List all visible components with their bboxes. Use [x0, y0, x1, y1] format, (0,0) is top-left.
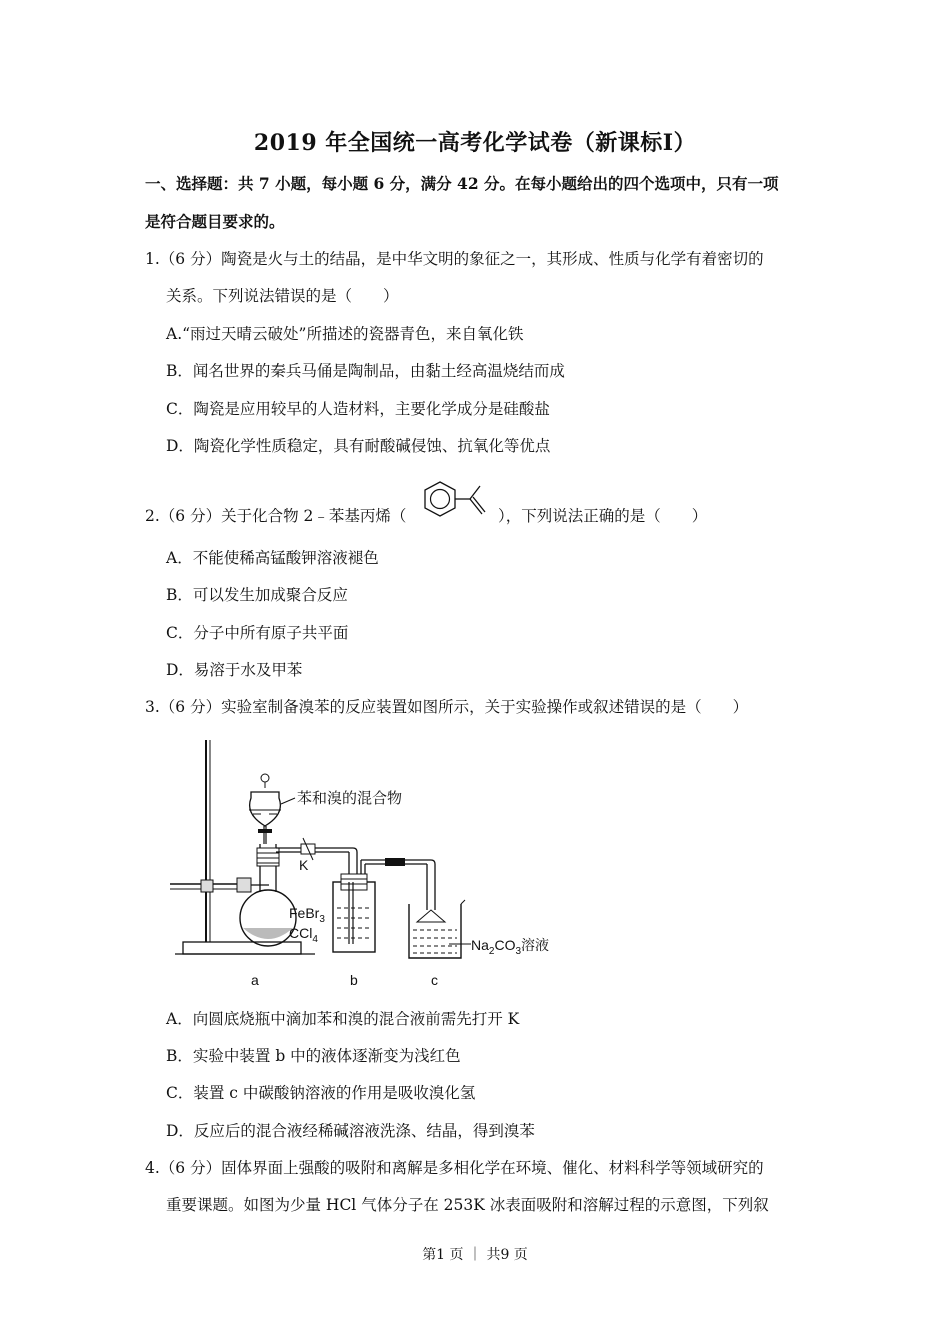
q4-stem-line1: 4.（6 分）固体界面上强酸的吸附和离解是多相化学在环境、催化、材料科学等领域研究的: [145, 1159, 764, 1177]
q3-option-d: D．反应后的混合液经稀碱溶液洗涤、结晶，得到溴苯: [166, 1122, 535, 1140]
bromobenzene-apparatus-figure: [165, 732, 585, 994]
q2-option-c: C．分子中所有原子共平面: [166, 624, 349, 642]
2-phenylpropene-structure: [418, 478, 498, 524]
page-title: 2019 年全国统一高考化学试卷（新课标Ⅰ）: [253, 130, 697, 156]
valve-label: K: [299, 857, 309, 873]
label-a: a: [251, 972, 259, 988]
q2-stem-end: ），下列说法正确的是（ ）: [498, 507, 708, 525]
q3-option-c: C．装置 c 中碳酸钠溶液的作用是吸收溴化氢: [166, 1084, 476, 1102]
solvent-label: CCl$_4$: [289, 925, 318, 945]
q4-stem-line2: 重要课题。如图为少量 HCl 气体分子在 253K 冰表面吸附和溶解过程的示意图，下列叙: [166, 1196, 769, 1214]
q2-stem-start: 2.（6 分）关于化合物 2﹣苯基丙烯（: [145, 507, 407, 525]
funnel-label: 苯和溴的混合物: [297, 790, 403, 807]
page-footer: 第1 页 ｜ 共9 页: [422, 1247, 528, 1263]
q2-option-b: B．可以发生加成聚合反应: [166, 586, 348, 604]
q1-stem-line1: 1.（6 分）陶瓷是火与土的结晶，是中华文明的象征之一，其形成、性质与化学有着密切的: [145, 250, 764, 268]
label-b: b: [350, 972, 358, 988]
beaker-label: $Na_2CO_3$溶液: [471, 937, 550, 957]
section-heading-line2: 是符合题目要求的。: [145, 212, 285, 231]
label-c: c: [431, 972, 438, 988]
q2-option-a: A．不能使稀高锰酸钾溶液褪色: [166, 549, 379, 567]
q3-stem: 3.（6 分）实验室制备溴苯的反应装置如图所示，关于实验操作或叙述错误的是（ ）: [145, 698, 749, 716]
q1-option-d: D．陶瓷化学性质稳定，具有耐酸碱侵蚀、抗氧化等优点: [166, 437, 551, 455]
q3-option-a: A．向圆底烧瓶中滴加苯和溴的混合液前需先打开 K: [166, 1010, 520, 1028]
q2-option-d: D．易溶于水及甲苯: [166, 661, 303, 679]
q1-option-c: C．陶瓷是应用较早的人造材料，主要化学成分是硅酸盐: [166, 400, 550, 418]
q3-option-b: B．实验中装置 b 中的液体逐渐变为浅红色: [166, 1047, 461, 1065]
section-heading-line1: 一、选择题：共 7 小题，每小题 6 分，满分 42 分。在每小题给出的四个选项中，只有一项: [145, 174, 779, 193]
catalyst-label: FeBr$_3$: [289, 905, 325, 925]
q1-option-b: B．闻名世界的秦兵马俑是陶制品，由黏土经高温烧结而成: [166, 362, 565, 380]
q1-stem-line2: 关系。下列说法错误的是（ ）: [166, 287, 399, 305]
q1-option-a: A.“雨过天晴云破处”所描述的瓷器青色，来自氧化铁: [166, 325, 524, 343]
